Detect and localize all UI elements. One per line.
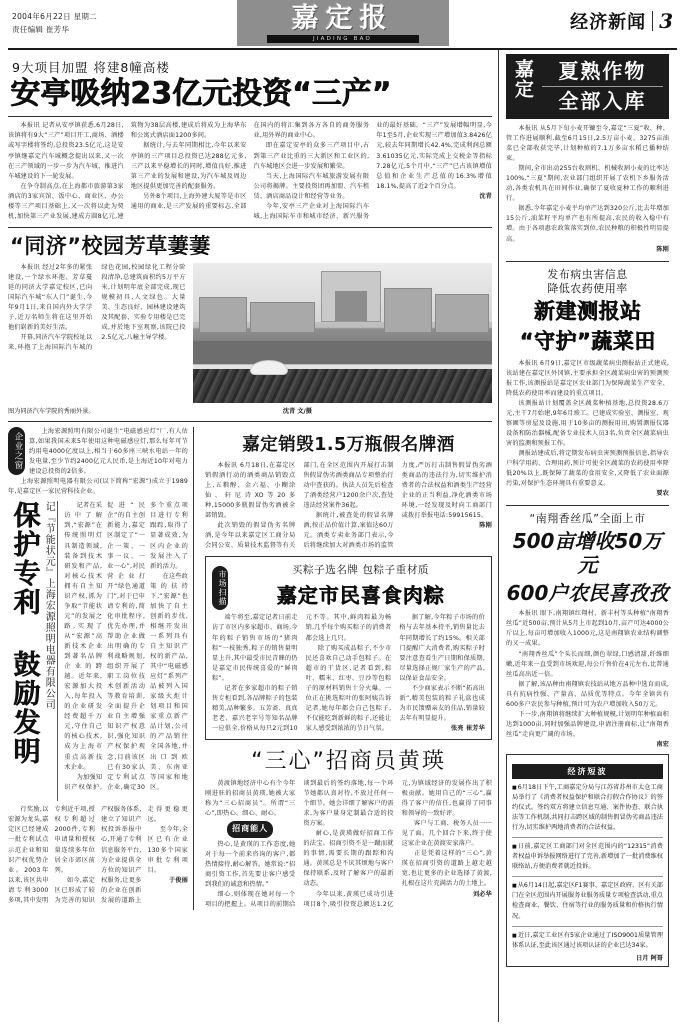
liquor-headline: 嘉定销毁1.5万瓶假名牌酒: [242, 435, 455, 455]
photo-building-left: [199, 297, 247, 333]
article-zongzi: [205, 556, 492, 740]
huangying-badge-wrap: [205, 821, 295, 838]
badge-investment-talent: 招商能人: [227, 821, 273, 838]
harvest-headline-line1: 夏熟作物: [558, 59, 647, 83]
zongzi-byline: 张亮 崔芳华: [450, 724, 485, 732]
paragraph: 开幕,同济汽车学院校址以来,环抱了上海国际汽车城的绿色花园,校园绿化工程分阶段清净,总建筑面积约5万平方米,计划明年底全部完成,现已规模初具,人文绿色。大量美、生态良好、园林建设建筑及其配套、实验专用楼是已完成,并於地下室观察,该院已投2.5亿元,八幢主导学楼。: [8, 264, 186, 352]
photo-lawn: [193, 341, 492, 366]
paragraph: 本报讯 从5月下旬小麦开镰至今,嘉定“三夏”收、种、管工作进展顺利,截至6月15日,2.5万亩小麦、3275亩油菜已全部收获完毕,计划种植的7.1万多亩水稻已播种结束。: [506, 125, 669, 163]
paragraph: 测报站建成后,将定期发布病虫害预测预报信息,指导农户科学用药、合理用药,预计可使全区蔬菜的农药使用率降低20%以上,既保障了蔬菜的食用安全,又降低了农业面源污染,对保护生态环境具有重要意义。: [506, 450, 669, 488]
pest-headline-line2: “守护”蔬菜田: [519, 329, 656, 354]
melon-headline-line1: 500亩增收50万元: [512, 529, 663, 578]
brief-separator: [512, 837, 663, 838]
paragraph: 据悉,今年嘉定小麦平均单产达到320公斤,比去年增加15公斤,油菜籽平均单产也有所提高,农民的收入稳中有增。由于各项惠农政策落实到位,农民种粮的积极性明显提高。: [506, 205, 669, 243]
logo-chinese-name: 嘉定报: [291, 3, 394, 34]
paragraph: 耐心,是黄瑛做好招商工作的法宝。招商引资不是一蹴而就的事情,需要长期的跟踪和沟通。黄瑛总是不厌其烦地与客户保持联系,及时了解客户的最新动态。: [303, 830, 394, 888]
paragraph: 本报讯 6月18日,在嘉定区销假酒行动的酒类商品销毁点上,五粮醇、金六福、小糊涂仙、轩尼诗XO等20多种,15000多瓶假冒伪劣酒被全部销毁。: [205, 462, 296, 520]
photo-building-left2: [250, 302, 316, 333]
pest-body: [506, 359, 669, 500]
paragraph: 即在嘉定安亭的众多三产项目中,占到第三产业比重的三大新区和工业区的,汽车城地区会进一步发展和繁荣。: [253, 142, 370, 170]
paragraph: 至今年,全区已有企业130多个国家审批专利项目。: [147, 826, 188, 874]
paragraph: 细心,则体现在她对每一个项目的把握上。从项目的前期洽谈到最后的签约落地,每一个环节她都认真对待,不放过任何一个细节。她会详细了解客户的需求,为客户量身定制最合适的投资方案。: [205, 779, 394, 909]
enterprise-body: [64, 501, 188, 801]
paragraph: 此次销毁的假冒伪劣名牌酒,是今年以来嘉定区工商分局会同公安、质量技术监督等有关部门,在全区范围内开展打击制售假冒伪劣酒类商品专项整治行动中查获的。执法人员先后检查了酒类经营户1200余户次,查处违法经营案件36起。: [205, 462, 394, 550]
pest-byline: 要农: [656, 490, 669, 498]
photo-building-right: [384, 288, 432, 333]
masthead-dateblock: [12, 10, 97, 36]
middle-column: [200, 427, 492, 910]
responsible-editor: 责任编辑 崔芳华: [12, 25, 70, 35]
melon-kicker: “南翔香丝瓜”全面上市: [529, 512, 646, 526]
side-column: [498, 50, 669, 1022]
brief-item: ■ 近日,嘉定工业区有5家企业通过了ISO9001质量管理体系认证,至此该区通过该项认证的企业已达34家。: [512, 931, 663, 951]
paragraph: 如今,嘉定区已形成了较为完善的知识产权服务体系,建立了知识产权投诉举报中心,开通了专利信息服务平台,为企业提供全方位的知识产权服务,让更多的企业在创新发展的道路上走得更稳更远。: [54, 806, 188, 904]
article-harvest: [506, 54, 669, 255]
enterprise-vertical-head-wrap: [8, 501, 188, 801]
harvest-headline-line2: 全部入库: [558, 89, 647, 113]
side-rule-2: [506, 505, 669, 506]
paragraph: 在这些政策的扶持下,“宏源”也加快了自主创新的步伐,相继开发出一系列具有自主知识产权的新产品,其中“电磁感应灯”系列产品被列入国家级火炬计划项目和国家重点新产品计划,公司的产品销往全国各地,并出口到欧美、东南亚等国家和地区。: [150, 572, 188, 791]
tongji-photo-credit: 沈青 文/摄: [282, 408, 312, 415]
tongji-caption-row: [8, 406, 492, 415]
harvest-headline-block: [506, 54, 669, 119]
article-tongji: [8, 228, 492, 418]
anting-body: [8, 121, 492, 221]
zongzi-body: [212, 613, 485, 734]
anting-headline: 安亭吸纳23亿元投资“三产”: [10, 76, 392, 111]
paragraph: 据统计,被查处的假冒名牌酒,按正品价值计算,案值达60万元。酒类专卖业务部门表示,今后将继续加大对酒类市场的监管力度,严厉打击制售假冒伪劣酒类商品的违法行为,切实维护消费者的合法权益和酒类生产经营企业的正当利益,净化酒类市场环境,一经发现及时向工商部门或拨打举报电话:59915615。: [303, 462, 492, 550]
tongji-body: [8, 263, 186, 403]
paragraph: 不少商家表示不断“拓高出新”,精美包装的粽子礼盒也成为市民馈赠亲友的佳品,销量较去年有明显提升。: [399, 684, 485, 722]
melon-byline: 南宏: [656, 740, 669, 748]
enterprise-intro: [8, 427, 188, 497]
huangying-body: [205, 779, 492, 910]
paragraph: 端午将至,嘉定记者日前走访了市区内多家超市、商场,今年的粽子销售市场的“猪肉粽”一枝独秀,粽子的销售量明显上升,其中最受市民青睐的仍是嘉定市民传统喜爱的“鲜肉粽”。: [212, 614, 298, 682]
briefs-signoff: 日月 阿哥: [636, 954, 663, 962]
paragraph: 记者在多家超市的粽子销售专柜看到,各品牌粽子的包装精美,品种繁多。五芳斋、真真老老、嘉兴老字号等知名品牌一应俱全,价格从每只2元到10元不等。其中,鲜肉粽最为畅销,几乎每个购买粽子的消费者都会选上几只。: [212, 614, 392, 732]
briefs-title: 经济短波: [512, 764, 663, 779]
paragraph: 上海宏源照明电器有限公司(以下简称“宏源”)成立于1989年,是嘉定区一家民营科技企业。: [8, 478, 188, 496]
brief-item: ■ 6月18日下午,工商嘉定分局与江苏省苏州市太仓工商局举行了《消费者权益保护和联合打假合作协议》的签约仪式。签约双方将建立信息互通、案件协查、联合执法等工作机制,共同打击跨区域的制售假冒伪劣商品违法行为,切实维护两地消费者的合法权益。: [512, 783, 663, 833]
paragraph: “南翔香丝瓜”个头长而细,颜色翠绿,口感清甜,纤维细嫩,近年来一直受到市场欢迎,每公斤售价在4元左右,比普通丝瓜高出近一倍。: [506, 650, 669, 678]
anting-kicker: 9大项目加盟 将建8幢高楼: [12, 60, 170, 75]
enterprise-headline: 保护专利 鼓励发明: [8, 501, 40, 767]
paragraph: 该测报站计划覆盖全区蔬菜种植基地,总投资28.6万元,主干7月始建,9年6月竣工。已建成实验室、测报室、观察圃等房屋及设施,用于10多亩的测报用田,购置测报仪器设备和防治器械,配备专业技术人员3名,负责全区蔬菜病虫害的监测和预报工作。: [506, 400, 669, 448]
article-anting: [8, 50, 492, 228]
anting-rule: [8, 116, 492, 117]
liquor-byline: 陈刚: [479, 522, 492, 530]
newspaper-logo: [237, 0, 449, 46]
paragraph: 今年,安亭三产企业对上海国际汽车城,上海国际车市和城市经济、新兴服务业的最好基础。“三产”发展增幅明显,今年1至5月,企业实现三产增加值3.8426亿元,较去年同期增长42.4%,完成利润总额3.61035亿元,实际完成上交税金等指标7.28亿元,5个月中,“三产”已占该镇增值总值和企业生产总值的16.3%增值18.1%,提高了近2个百分点。: [253, 122, 492, 220]
logo-pinyin: JIADING BAO: [267, 35, 419, 43]
enterprise-footer-body: [8, 805, 188, 905]
pest-kicker-line2: 降低农药使用率: [547, 282, 628, 296]
enterprise-subheadline: 记『节能状元』上海宏源照明电器有限公司: [42, 501, 58, 801]
paragraph: 除了购买成品粽子,不少市民还喜欢自己动手包粽子。在超市的干货区,记者看到,粽叶、糯米、红枣、豆沙等包粽子的原材料销售十分火爆。一位正在挑选粽叶的张阿姨告诉记者,她每年都会自己包粽子,不仅能吃到新鲜的粽子,还能让家人感受到浓浓的节日气氛。: [305, 644, 392, 732]
anting-byline: 沈青: [479, 192, 492, 200]
paragraph: 据了解,今年粽子市场的价格与去年基本持平,销售量比去年同期增长了约15%。相关部门提醒广大消费者,购买粽子时要注意查看生产日期和保质期,尽量选择正规厂家生产的产品,以保证食品安全。: [399, 614, 485, 682]
paragraph: 黄渡镇地经济中心有个今年刚进驻的招商员黄瑛,她被大家称为“三心招商员”。所谓“三心”,即热心、细心、耐心。: [205, 779, 296, 818]
tongji-caption: 图为同济汽车学院的秀丽外景。: [8, 408, 95, 415]
photo-building-right2: [435, 294, 489, 333]
paragraph: 在争夺制高点,在上海都市旅游第3家酒店的3家宾馆、饭中心、商业区、办公楼等三产项目基础上,又一次将以此为契机,加快第三产业发展,建成方圆8亿元,建筑物为38层高楼,建成后将成为上海华东和公寓式酒店面1200多间。: [8, 122, 247, 220]
lower-split: [8, 421, 492, 910]
paragraph: 下一步,南翔镇将继续扩大种植规模,计划明年种植面积达到1000亩,同时加强品牌建设,申请注册商标,让“南翔香丝瓜”走向更广阔的市场。: [506, 710, 669, 738]
section-identifier: [570, 8, 673, 34]
section-name: 经济新闻: [570, 12, 647, 33]
masthead: [8, 0, 677, 46]
badge-market-scan: 市场扫描: [212, 566, 228, 610]
paragraph: 本报讯 经过2年多的紧张建设,一个绿水环抱、芳草蔓延的同济大学嘉定校区,已向国际汽车城“东人门”诞生,今年9月1日,来自国内外大学学子,近万名师生将在这里开始他们崭新的美好生活。: [8, 264, 93, 332]
brief-item: ■ 日前,嘉定区工商部门对全区范围内的“12315”消费者权益申诉举报网络进行了完善,新增加了一批消费维权联络站,方便消费者就近投诉。: [512, 842, 663, 872]
article-melon: [506, 512, 669, 750]
article-liquor: [205, 431, 492, 551]
paragraph: 本报讯 眼下,南翔镇红翔村、新丰村等头种植“南翔香丝瓜”近500亩,预计从5月上市起到10月,亩产可达4000公斤以上,每亩可增加收入1000元,这是南翔镇农业结构调整的又一成果。: [506, 610, 669, 648]
zongzi-head-row: [212, 562, 485, 613]
paragraph: 另外8个项目,上海外建大厦等是市区通用的商业,是三产发展的重要标志,全部在国内的将汇集到各方各自的商务服务业,用外界的商业中心。: [130, 122, 370, 210]
tongji-campus-photo: [193, 263, 492, 403]
main-column: [8, 50, 498, 1022]
liquor-body: [205, 461, 492, 551]
paragraph: 记者在采访中了解到,“宏源”在传统照明灯具制造领域,装备到技术研发和产品,对核心技术拥有自主知识产权,抓为争取“节能状元”的发展之路,实现了从“宏源”高新技术企业到著名品牌企业的跨越。近年来,宏源加大投入,每年投入的企业研发经费超千万元,守住自己的核心技术,成为上海市重点高新技术企业。: [64, 502, 103, 771]
pest-kicker-line1: 发布病虫害信息: [547, 267, 628, 281]
paragraph: 客户与工商、税务人员一一见了面。几个回合下来,终于使这家企业在黄渡安家落户。: [401, 820, 492, 848]
paragraph: 上海宏源照明有限公司诞生“电磁感应灯”厂,有人估算,如果我国未来5年使用这种电磁感应灯,那么每年可节约用电4000亿度以上,相当于60多座三峡水电站一年的发电量,至少节约2400亿元人民币,是上海近10年对电力建设总投资的2倍多。: [29, 428, 188, 476]
paragraph: 据了解,该品种由南翔镇农技站从地方品种中选育而成,具有抗病性强、产量高、品质优等特点。今年全镇共有600多户农民参与种植,预计可为农户增加收入50万元。: [506, 680, 669, 708]
paragraph: 本报讯 6月9日,嘉定区市级蔬菜病虫测报站正式建成,该站建在嘉定区外冈镇,主要承担全区蔬菜病虫害的预测预报工作,该测报站是嘉定区农业部门为保障蔬菜生产安全、降低农药使用率而建设的重点项目。: [506, 359, 669, 397]
article-pest-station: [506, 268, 669, 500]
paragraph: 热心,是黄瑛的工作态度,她对于每一个前来咨询的客户,都热情接待,耐心解答。她常说:“招商引资工作,首先要让客户感受到我们的诚意和热情。”: [205, 841, 296, 889]
page-body: [8, 50, 677, 1022]
badge-enterprise-window: 企业之窗: [8, 427, 25, 475]
article-huangying: [205, 744, 492, 910]
zongzi-kicker: 买粽子选名牌 包粽子重材质: [291, 564, 430, 577]
harvest-byline: 陈刚: [656, 245, 669, 253]
photo-hedge: [193, 369, 492, 403]
section-divider: [652, 11, 653, 31]
economic-briefs-box: [506, 754, 669, 967]
paragraph: 正是凭着这样的“三心”,黄瑛在招商引资的道路上越走越宽,也让更多的企业选择了黄渡,扎根在这片充满活力的土地上。: [401, 850, 492, 888]
page-number: 3: [659, 9, 673, 33]
article-enterprise: [8, 427, 194, 910]
paragraph: 当天,上海国际汽车城旅游发展有限公司将揭牌。主要投资团再加盟、汽车租赁、酒店商品设计和经营等业务。: [253, 172, 370, 200]
paragraph: 期间,全市出动255台收割机、机械收割小麦的比率达100%,“三夏”期间,农业部门组织开展了农机下乡服务活动,各类农机具在田间作业,确保了夏收夏种工作的顺利进行。: [506, 165, 669, 203]
paragraph: 行奖励,以宏源为龙头,嘉定区已经建成一批专利试点示范企业和知识产权优势企业。2003年以来,该区共申请专利3000多项,其中发明专利近千项,授权专利超过2000件,专利申请量和授权量连续多年位居全市郊区前列。: [8, 806, 95, 904]
enterprise-byline: 于俊丽: [168, 876, 188, 884]
paragraph: 据统计,与去年同期相比,今年以来安亭镇的三产项目总投资已达288亿元多,三产以来平稳增长的同时,增值良好,推进第三产业的发展和建设,为汽车城及周边地区提供更加完善的配套服务。: [130, 142, 247, 190]
tongji-headline: “同济”校园芳草萋萋: [10, 233, 211, 258]
brief-item: ■ 从6月14日起,嘉定区F1赛事、嘉定区政府、区有关部门在全区范围内开展服务业服务质量专项检查活动,重点检查商业、餐饮、住宿等行业的服务质量和价格执行情况。: [512, 881, 663, 921]
photo-gate-arch: [321, 271, 381, 321]
paragraph: 今年以来,黄瑛已成功引进项目8个,吸引投资总额达1.2亿元,为镇域经济的发展作出了积极贡献。她用自己的“三心”,赢得了客户的信任,也赢得了同事和领导的一致好评。: [303, 779, 492, 908]
melon-headline-line2: 600户农民喜孜孜: [506, 581, 669, 606]
pest-kicker: [506, 268, 669, 298]
brief-separator: [512, 926, 663, 927]
paragraph: 本报讯 记者从安亭镇获悉,6月28日,该镇将有9大“三产”项目开工,商场、酒楼或写字楼将签约,总投资23.5亿元,这是安亭镇继嘉定汽车城概念提出以来,又一次在三产领域的一步一步为汽车城、推进汽车城建设的下一轮发展。: [8, 122, 124, 180]
paragraph: 为加强知识产权保护,促进“民企”的自主创新能力,嘉定区制定了“一企一策、一事一议、一业一心”,对民营企业打开“绿色通道门”,对于已申请专利的,简化审批程序,优先办理,并帮助企业做出明确的专利战略规划,组织开展了职工岗位技术创新活动等教育培训,全面提升企业自主增强知识产权意识,强化知识产权保护观念,目前该区已有30家认定专利试点企业,确定30多个重点项目进行专利跟踪,取得了显著成效,为区内企业的发展注入了新的活力。: [64, 502, 188, 791]
zongzi-headline: 嘉定市民喜食肉粽: [276, 583, 445, 608]
tongji-flow: [8, 263, 492, 403]
harvest-headline-sep: [542, 86, 663, 87]
pest-headline-line1: 新建测报站: [533, 299, 642, 324]
huangying-headline: “三心”招商员黄瑛: [251, 748, 446, 774]
harvest-brand: 嘉定: [511, 59, 534, 99]
brief-separator: [512, 876, 663, 877]
huangying-byline: 刘必华: [472, 890, 492, 898]
side-rule-1: [506, 261, 669, 262]
harvest-headline-lines: [542, 59, 663, 114]
melon-body: [506, 609, 669, 750]
harvest-body: [506, 124, 669, 255]
publication-date: 2004年6月22日 星期二: [12, 12, 97, 21]
